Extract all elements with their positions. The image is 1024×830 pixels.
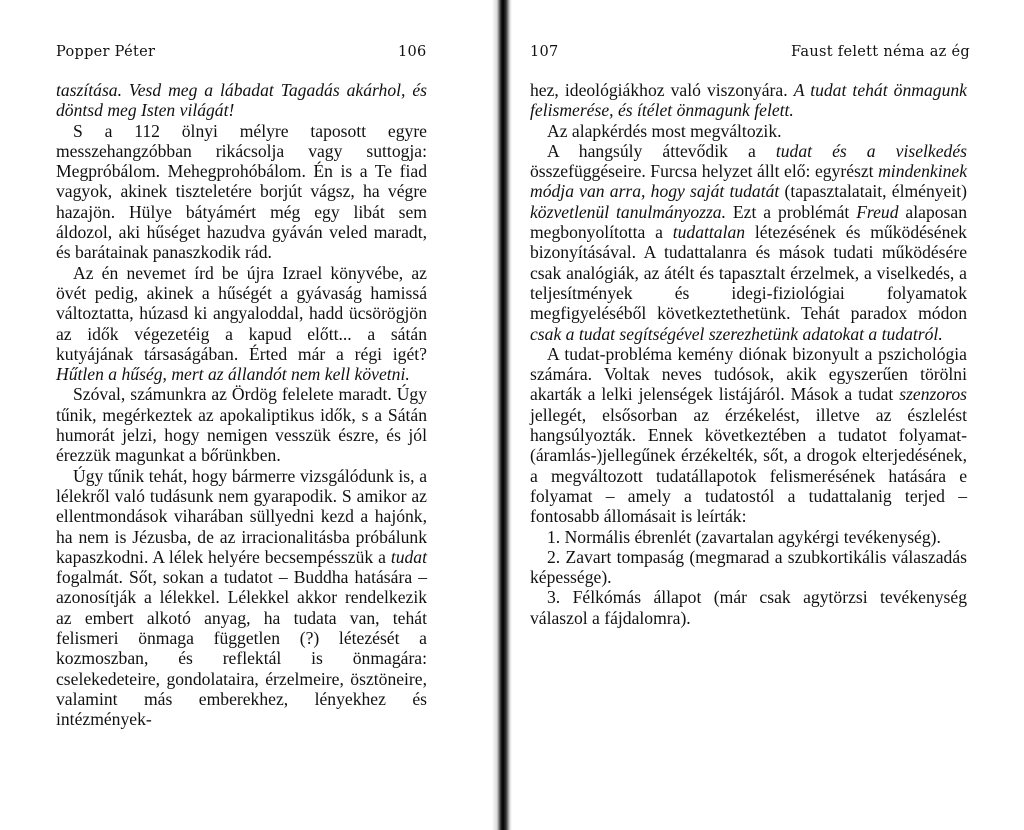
text-run: Az én nevemet írd be újra Izrael könyvébe, az övét pedig, akinek a hűségét a gyávaság hamissá változtatta, húzasd ki angyaloddal, hadd ücsörögjön az idők végezetéig a kapud előtt... a sátán kutyájának társaságában. Érted már a régi igét? xyxy=(56,262,427,364)
running-head-title: Faust felett néma az ég xyxy=(791,44,970,60)
italic-text: közvetlenül tanulmányozza. xyxy=(530,201,726,222)
italic-text: A tudat tehát önmagunk felismerése, és ítélet önmagunk felett. xyxy=(530,80,967,121)
paragraph xyxy=(56,80,427,121)
text-run: A hangsúly áttevődik a xyxy=(547,140,776,161)
text-run: (tapasztalatait, élményeit) xyxy=(779,181,967,202)
paragraph xyxy=(530,344,967,527)
paragraph xyxy=(56,466,427,730)
text-run: hez, ideológiákhoz való viszonyára. xyxy=(530,80,794,100)
text-run: létezésének és működésének bizonyításával. A tudattalanra és mások tudati működésére csak analógiák, az átélt és tapasztalt érzelmek, a viselkedés, a teljesítmények és idegi-fiziológiai folyamatok megfigyeléséből következtethetünk. Tehát paradox módon xyxy=(530,222,967,324)
left-page xyxy=(0,0,500,830)
italic-text: szenzoros xyxy=(899,384,967,405)
text-run: S a 112 ölnyi mélyre taposott egyre messzehangzóbban rikácsolja vagy suttogja: Megpróbálom. Mehegprohóbálom. Én is a Te fiad vagyok, akinek tiszteletére borjút vágsz, ha végre hazajön. Hülye bátyámért még egy libát sem áldozol, aki hűséget hazudva gyáván veled maradt, és barátainak panaszkodik rád. xyxy=(56,120,427,263)
text-run: fogalmát. Sőt, sokan a tudatot – Buddha hatására – azonosítják a lélekkel. Lélekkel akkor rendelkezik az embert alkotó anyag, ha tudata van, tehát felismeri önmaga független (?) létezését a kozmoszban, és reflektál is önmagára: cselekedeteire, gondolataira, érzelmeire, ösztöneire, valamint más emberekhez, lényekhez és intézmények- xyxy=(56,567,427,730)
paragraph xyxy=(56,384,427,465)
right-page xyxy=(516,0,1024,830)
text-run: 3. Félkómás állapot (már csak agytörzsi tevékenység válaszol a fájdalomra). xyxy=(530,587,967,628)
text-run: Szóval, számunkra az Ördög felelete maradt. Úgy tűnik, megérkeztek az apokaliptikus idők, s a Sátán humorát jelzi, hogy nemigen vesszük észre, és jól érezzük magunkat a bőrünkben. xyxy=(56,384,427,466)
running-head-author: Popper Péter xyxy=(56,44,156,60)
italic-text: mindenkinek módja van arra, hogy saját tudatát xyxy=(530,161,967,202)
italic-text: Hűtlen a hűség, mert az állandót nem kell követni. xyxy=(56,364,410,385)
paragraph xyxy=(530,141,967,344)
paragraph xyxy=(56,121,427,263)
text-run: összefüggéseire. Furcsa helyzet állt elő: egyrészt xyxy=(530,161,879,182)
italic-text: tudat és a viselkedés xyxy=(775,140,967,161)
page-number-right: 107 xyxy=(530,44,559,60)
italic-text: csak a tudat segítségével szerezhetünk adatokat a tudatról. xyxy=(530,323,943,344)
italic-text: tudat xyxy=(390,546,427,567)
italic-text: taszítása. Vesd meg a lábadat Tagadás akárhol, és döntsd meg Isten világát! xyxy=(56,80,427,121)
text-run: 1. Normális ébrenlét (zavartalan agykérgi tevékenység). xyxy=(547,526,941,547)
right-page-body xyxy=(530,80,967,628)
paragraph xyxy=(56,263,427,385)
text-run: 2. Zavart tompaság (megmarad a szubkortikális válaszadás képessége). xyxy=(530,546,967,588)
paragraph xyxy=(530,527,967,547)
page-number-left: 106 xyxy=(398,44,427,60)
book-gutter xyxy=(492,0,512,830)
text-run: Ezt a problémát xyxy=(726,201,857,222)
italic-text: tudattalan xyxy=(672,222,746,243)
left-page-body xyxy=(56,80,427,730)
paragraph xyxy=(530,587,967,628)
text-run: jellegét, elsősorban az érzékelést, illetve az észlelést hangsúlyozták. Ennek következtében a tudatot folyamat-(áramlás-)jellegűnek érzékelték, sőt, a drogok elterjedésének, a megváltozott tudatállapotok felismerésének hatására e folyamat – amely a tudatostól a tudattalanig terjed – fontosabb állomásait is leírták: xyxy=(530,404,967,527)
text-run: Úgy tűnik tehát, hogy bármerre vizsgálódunk is, a lélekről való tudásunk nem gyarapodik. S amikor az ellentmondások viharában süllyedni kezd a hajónk, ha nem is Jézusba, de az irracionalitásba próbálunk kapaszkodni. A lélek helyére becsempésszük a xyxy=(56,465,427,567)
text-run: Az alapkérdés most megváltozik. xyxy=(547,120,782,141)
paragraph xyxy=(530,121,967,141)
paragraph xyxy=(530,80,967,121)
text-run: alaposan megbonyolította a xyxy=(530,201,967,243)
text-run: A tudat-probléma kemény diónak bizonyult a pszichológia számára. Voltak neves tudósok, akik egyszerűen törölni akarták a lelki jelenségek listájáról. Mások a tudat xyxy=(530,343,967,405)
italic-text: Freud xyxy=(856,201,899,222)
paragraph xyxy=(530,547,967,588)
